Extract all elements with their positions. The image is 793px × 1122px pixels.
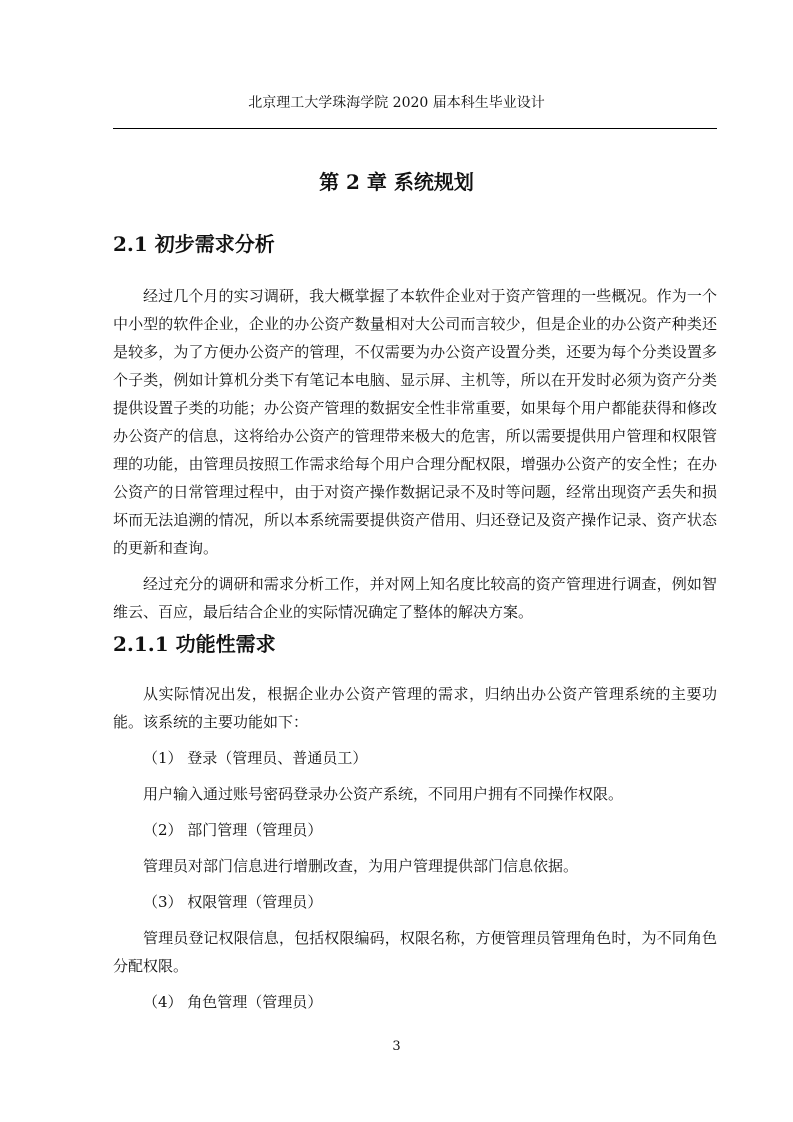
paragraph: 用户输入通过账号密码登录办公资产系统，不同用户拥有不同操作权限。 — [143, 785, 624, 803]
header-divider — [113, 128, 717, 129]
paragraph: 管理员登记权限信息，包括权限编码，权限名称，方便管理员管理角色时，为不同角色分配权限。 — [113, 929, 717, 975]
section-heading-2-1-1: 2.1.1 功能性需求 — [113, 632, 276, 656]
list-item-heading: （2） 部门管理（管理员） — [143, 821, 323, 839]
section-2-1-1-body — [113, 680, 717, 1016]
section-heading-2-1: 2.1 初步需求分析 — [113, 232, 275, 256]
list-item-heading: （3） 权限管理（管理员） — [143, 893, 323, 911]
page-number: 3 — [392, 1039, 401, 1054]
chapter-title: 第 2 章 系统规划 — [319, 170, 474, 194]
paragraph: 经过充分的调研和需求分析工作，并对网上知名度比较高的资产管理进行调查，例如智维云、百应，最后结合企业的实际情况确定了整体的解决方案。 — [113, 575, 717, 621]
paragraph: 经过几个月的实习调研，我大概掌握了本软件企业对于资产管理的一些概况。作为一个中小型的软件企业，企业的办公资产数量相对大公司而言较少，但是企业的办公资产种类还是较多，为了方便办公资产的管理，不仅需要为办公资产设置分类，还要为每个分类设置多个子类，例如计算机分类下有笔记本电脑、显示屏、主机等，所以在开发时必须为资产分类提供设置子类的功能；办公资产管理的数据安全性非常重要，如果每个用户都能获得和修改办公资产的信息，这将给办公资产的管理带来极大的危害，所以需要提供用户管理和权限管理的功能，由管理员按照工作需求给每个用户合理分配权限，增强办公资产的安全性；在办公资产的日常管理过程中，由于对资产操作数据记录不及时等问题，经常出现资产丢失和损坏而无法追溯的情况，所以本系统需要提供资产借用、归还登记及资产操作记录、资产状态的更新和查询。 — [113, 287, 717, 557]
section-2-1-body — [113, 282, 717, 626]
paragraph: 从实际情况出发，根据企业办公资产管理的需求，归纳出办公资产管理系统的主要功能。该系统的主要功能如下： — [113, 685, 717, 731]
page-header: 北京理工大学珠海学院 2020 届本科生毕业设计 — [248, 95, 545, 111]
list-item-heading: （4） 角色管理（管理员） — [143, 993, 323, 1011]
list-item-heading: （1） 登录（管理员、普通员工） — [143, 749, 368, 767]
paragraph: 管理员对部门信息进行增删改查，为用户管理提供部门信息依据。 — [143, 857, 579, 875]
